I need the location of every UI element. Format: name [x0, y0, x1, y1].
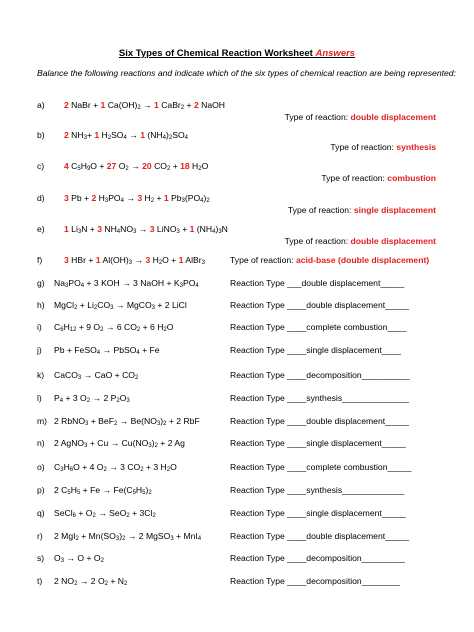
reaction-type: Reaction Type ____single displacement_____ [230, 508, 406, 518]
row-letter: e) [37, 224, 45, 234]
question-row [0, 553, 474, 571]
equation: $C_6H_{12} + 9$ $O_2 \to 6$ $CO_2 + 6$ $H_2O$ [54, 322, 174, 333]
reaction-type: Type of reaction: combustion [321, 173, 436, 183]
equation: Pb + FeSO$_4$ → PbSO$_4$ + Fe [54, 345, 160, 356]
equation: 2 $C_5H_5 + Fe \to Fe(C_5H_5)_2$ [54, 485, 152, 496]
row-letter: s) [37, 553, 45, 563]
row-letter: t) [37, 576, 43, 586]
reaction-type: Reaction Type ____decomposition_________ [230, 553, 405, 563]
reaction-type: Reaction Type ____single displacement____ [230, 345, 401, 355]
question-row [0, 393, 474, 411]
equation: MgCl$_2$ + $Li_2CO_3$ → MgCO$_3$ + 2 LiCl [54, 300, 187, 311]
question-row [0, 485, 474, 503]
question-row [0, 508, 474, 526]
row-letter: k) [37, 370, 45, 380]
question-row [0, 370, 474, 388]
row-letter: i) [37, 322, 42, 332]
row-letter: a) [37, 100, 45, 110]
question-row [0, 462, 474, 480]
row-letter: h) [37, 300, 45, 310]
row-letter: j) [37, 345, 42, 355]
instructions: Balance the following reactions and indicate which of the six types of chemical reaction are being represented: [37, 68, 456, 78]
equation: 2 $NO_2 \to 2$ $O_2 + N_2$ [54, 576, 128, 587]
equation: SeCl$_6$ + $O_2 \to SeO_2 + 3Cl_2$ [54, 508, 156, 519]
reaction-type: Reaction Type ____synthesis_____________ [230, 485, 405, 495]
equation: $P_4 + 3$ $O_2 \to 2$ $P_2O_3$ [54, 393, 130, 404]
row-letter: p) [37, 485, 45, 495]
question-row [0, 438, 474, 456]
equation: 2 RbNO$_3$ + $BeF_2 \to Be(NO_3)_2 + 2$ RbF [54, 416, 200, 427]
reaction-type-row [0, 173, 474, 191]
reaction-type-row [0, 112, 474, 130]
row-letter: m) [37, 416, 48, 426]
row-letter: b) [37, 130, 45, 140]
row-letter: f) [37, 255, 43, 265]
equation: 2 $MgI_2 + Mn(SO_3)_2 \to 2$ MgSO$_3$ + MnI$_4$ [54, 531, 202, 542]
reaction-type: Type of reaction: single displacement [287, 205, 436, 215]
row-letter: g) [37, 278, 45, 288]
reaction-type: Reaction Type ____double displacement_____ [230, 416, 410, 426]
equation: CaCO$_3$ → CaO + $CO_2$ [54, 370, 139, 381]
equation: 4 $C_5H_9O + 27$ $O_2 \to 20$ $CO_2 + 18$ $H_2O$ [64, 161, 209, 172]
question-row [0, 322, 474, 340]
equation: 3 HBr + 1 $Al(OH)_3 \to 3$ $H_2O + 1$ AlBr$_3$ [64, 255, 205, 266]
reaction-type: Reaction Type ____complete combustion____ [230, 322, 407, 332]
reaction-type-row [0, 205, 474, 223]
row-letter: c) [37, 161, 45, 171]
question-row [0, 531, 474, 549]
equation: 2 NaBr + 1 $Ca(OH)_2 \to 1$ CaBr$_2$ + 2 NaOH [64, 100, 225, 111]
question-row [0, 345, 474, 363]
equation: 1 $Li_3N + 3$ $NH_4NO_3 \to 3$ LiNO$_3$ + 1 $(NH_4)_3N$ [64, 224, 228, 235]
reaction-type: Reaction Type ____decomposition__________ [230, 370, 410, 380]
question-row [0, 300, 474, 318]
row-letter: q) [37, 508, 45, 518]
reaction-type: Reaction Type ____single displacement_____ [230, 438, 406, 448]
row-letter: r) [37, 531, 43, 541]
question-row [0, 576, 474, 594]
reaction-type: Reaction Type ____double displacement_____ [230, 300, 410, 310]
reaction-type: Reaction Type ___double displacement_____ [230, 278, 405, 288]
reaction-type: Reaction Type ____complete combustion_____ [230, 462, 412, 472]
reaction-row [0, 255, 474, 273]
row-letter: n) [37, 438, 45, 448]
reaction-type: Type of reaction: acid-base (double displacement) [230, 255, 430, 265]
reaction-type: Type of reaction: double displacement [284, 236, 436, 246]
equation: $Na_3PO_4 + 3$ KOH → 3 NaOH + $K_3PO_4$ [54, 278, 199, 289]
equation: 2 AgNO$_3$ + $Cu \to Cu(NO_3)_2 + 2$ Ag [54, 438, 185, 449]
reaction-type-row [0, 236, 474, 254]
equation: $C_3H_6O + 4$ $O_2 \to 3$ $CO_2 + 3$ $H_2O$ [54, 462, 177, 473]
question-row [0, 278, 474, 296]
question-row [0, 416, 474, 434]
reaction-type: Reaction Type ____double displacement_____ [230, 531, 410, 541]
title-text: Six Types of Chemical Reaction Worksheet [118, 48, 313, 59]
reaction-type: Reaction Type ____decomposition________ [230, 576, 400, 586]
row-letter: o) [37, 462, 45, 472]
reaction-type: Reaction Type ____synthesis______________ [230, 393, 410, 403]
equation: $O_3 \to O + O_2$ [54, 553, 104, 564]
reaction-type: Type of reaction: double displacement [284, 112, 436, 122]
reaction-type-row [0, 142, 474, 160]
worksheet-title [0, 48, 474, 59]
equation: 2 $NH_3+ 1$ $H_2SO_4 \to 1$ $(NH_4)_2SO_4$ [64, 130, 188, 141]
row-letter: l) [37, 393, 42, 403]
title-answers: Answers [315, 48, 356, 59]
reaction-type: Type of reaction: synthesis [330, 142, 436, 152]
equation: 3 Pb + 2 $H_3PO_4 \to 3$ $H_2 + 1$ $Pb_3(PO_4)_2$ [64, 193, 210, 204]
row-letter: d) [37, 193, 45, 203]
